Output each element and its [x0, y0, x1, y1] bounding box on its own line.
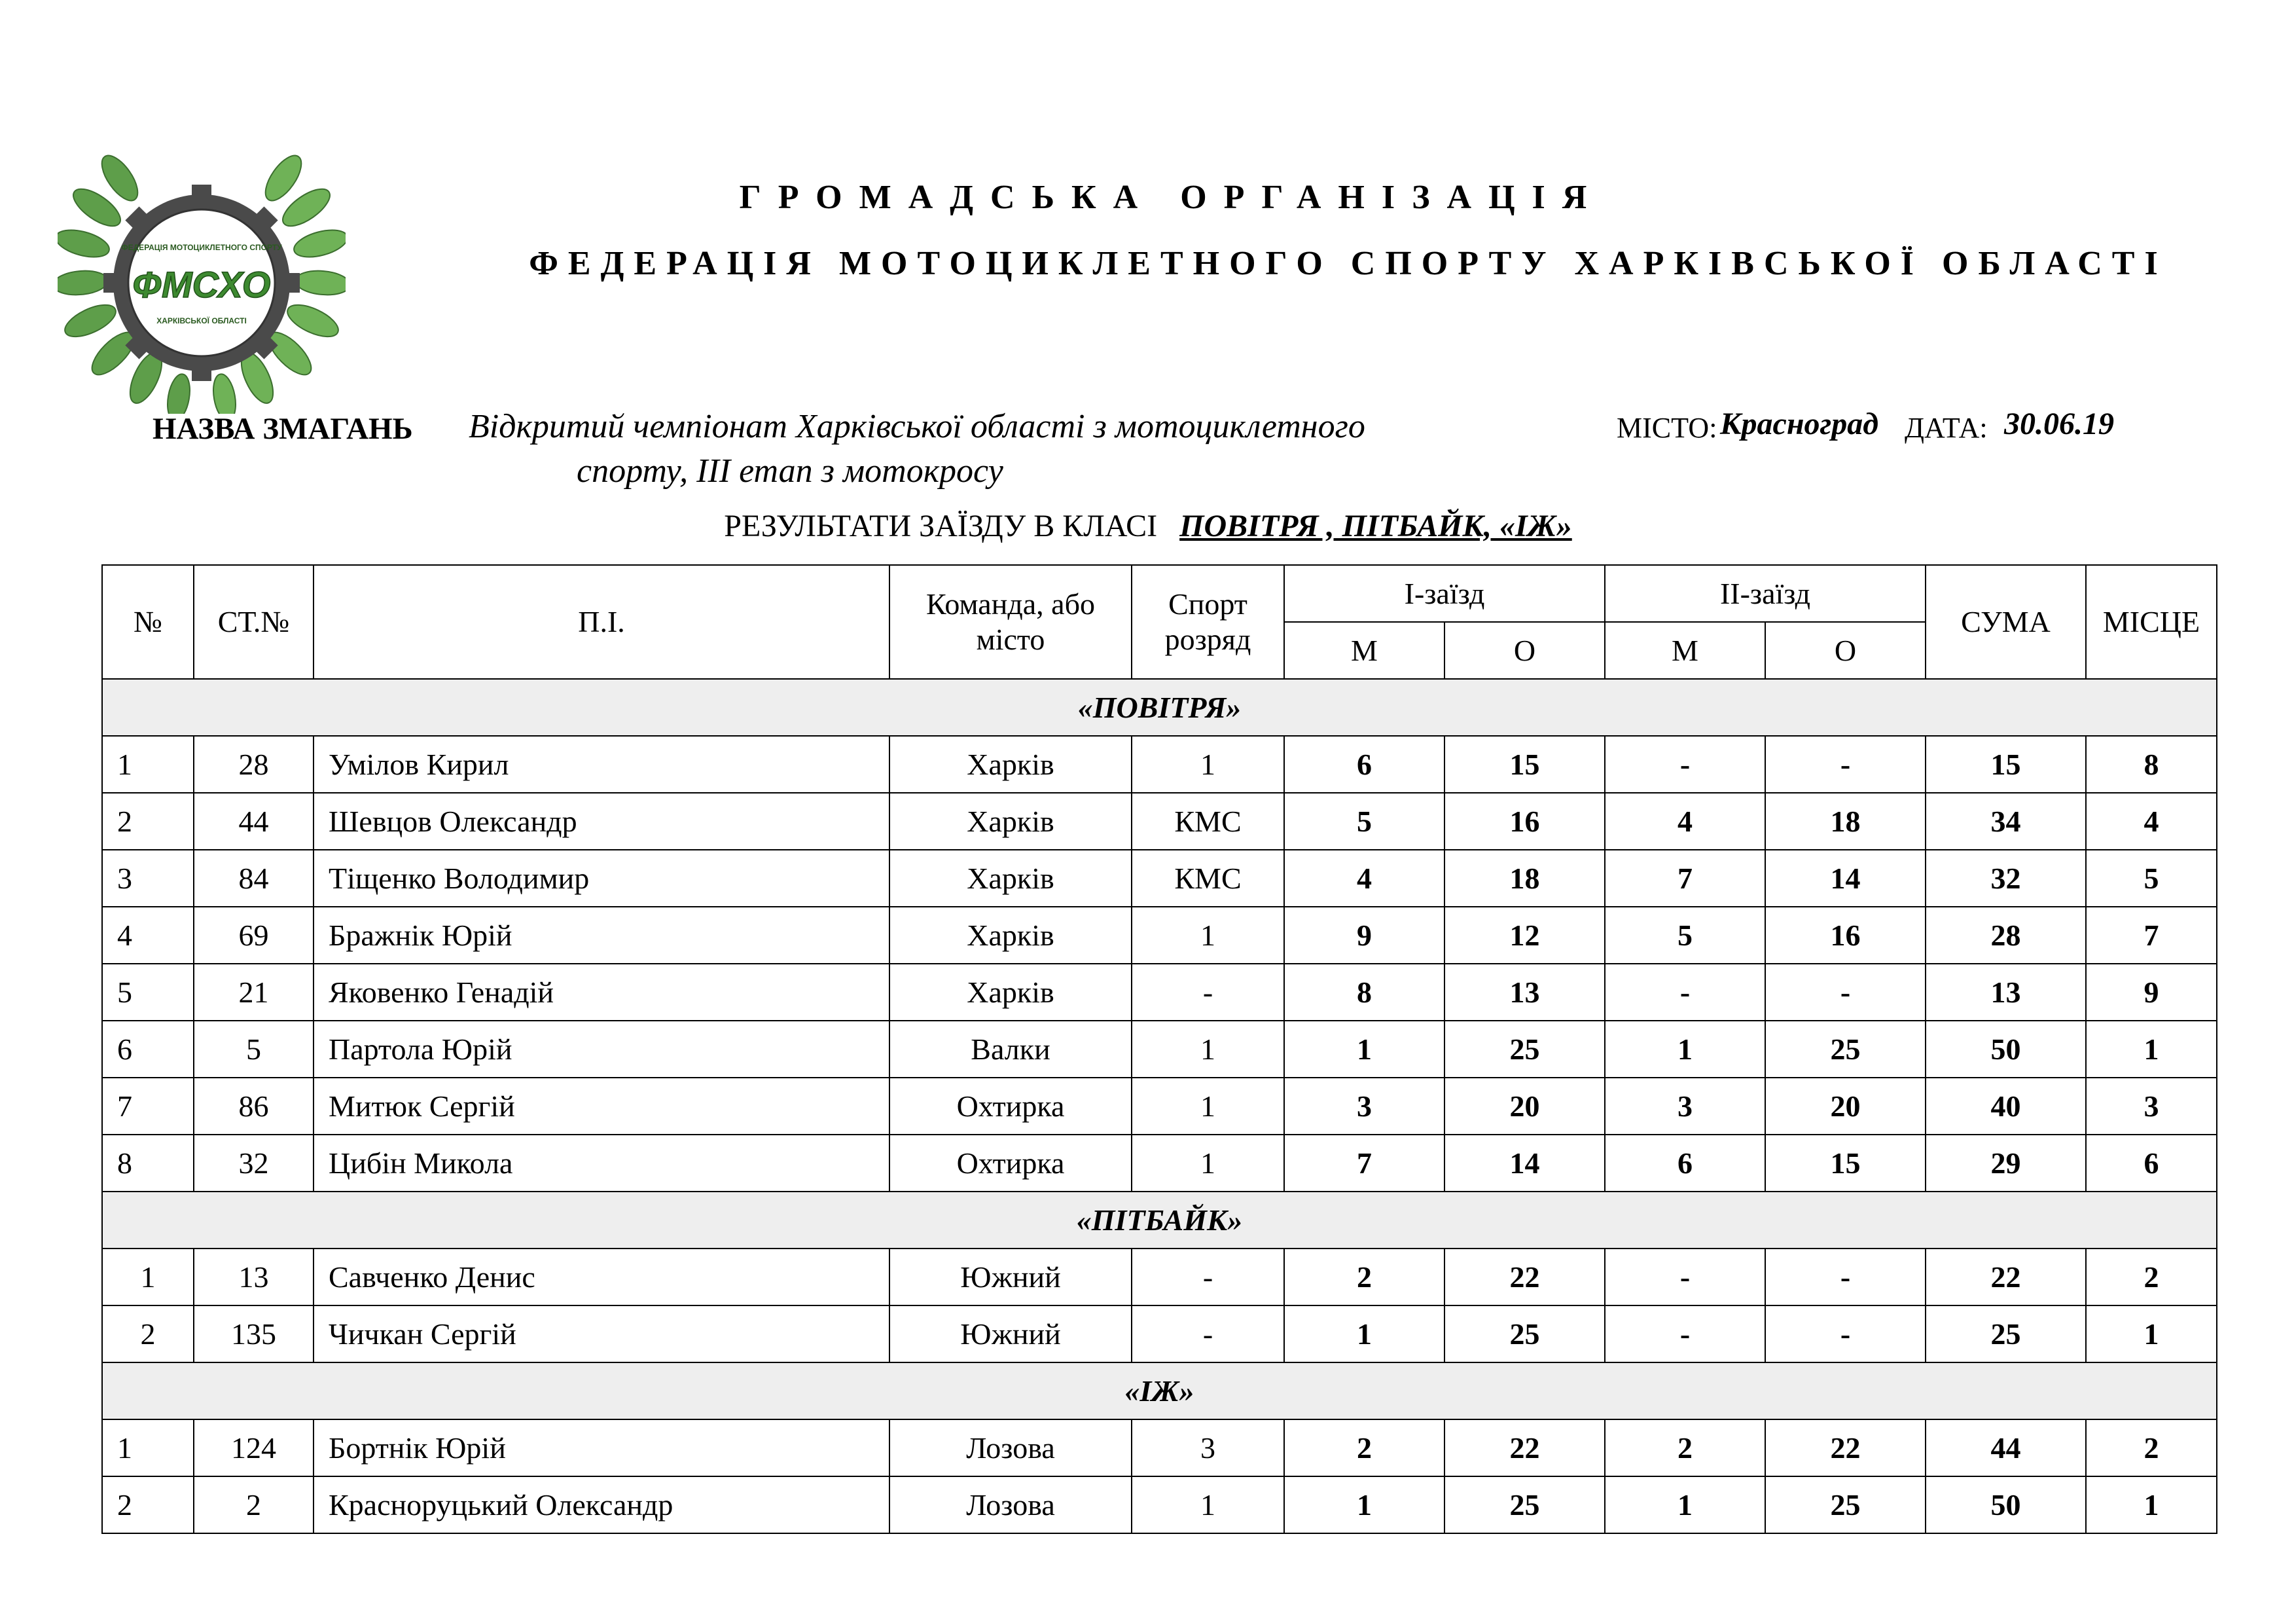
cell-start-num: 69 — [194, 907, 314, 964]
cell-race2-o: 25 — [1765, 1476, 1926, 1533]
group-title: «ПОВІТРЯ» — [102, 679, 2217, 736]
group-title: «ІЖ» — [102, 1362, 2217, 1419]
city-value: Красноград — [1720, 407, 1879, 441]
cell-num: 3 — [102, 850, 194, 907]
table-row — [102, 793, 2217, 850]
competition-name — [469, 405, 1529, 494]
cell-start-num: 84 — [194, 850, 314, 907]
cell-sum: 13 — [1926, 964, 2086, 1021]
cell-sum: 28 — [1926, 907, 2086, 964]
cell-race2-m: 4 — [1605, 793, 1765, 850]
cell-team: Южний — [889, 1249, 1132, 1305]
cell-team: Харків — [889, 793, 1132, 850]
cell-sum: 22 — [1926, 1249, 2086, 1305]
cell-sum: 15 — [1926, 736, 2086, 793]
competition-name-line1: Відкритий чемпіонат Харківської області з мотоциклетного — [469, 408, 1365, 445]
group-row — [102, 1362, 2217, 1419]
cell-race1-m: 1 — [1284, 1305, 1444, 1362]
cell-name: Партола Юрій — [314, 1021, 889, 1078]
cell-race2-m: - — [1605, 964, 1765, 1021]
cell-place: 2 — [2086, 1419, 2217, 1476]
cell-sum: 50 — [1926, 1021, 2086, 1078]
org-title-line2: ФЕДЕРАЦІЯ МОТОЦИКЛЕТНОГО СПОРТУ ХАРКІВСЬКОЇ ОБЛАСТІ — [529, 245, 2168, 282]
cell-place: 5 — [2086, 850, 2217, 907]
cell-place: 9 — [2086, 964, 2217, 1021]
cell-race2-o: 18 — [1765, 793, 1926, 850]
cell-race2-o: 20 — [1765, 1078, 1926, 1135]
cell-race1-m: 5 — [1284, 793, 1444, 850]
table-row — [102, 1305, 2217, 1362]
cell-sum: 50 — [1926, 1476, 2086, 1533]
cell-num: 5 — [102, 964, 194, 1021]
cell-name: Митюк Сергій — [314, 1078, 889, 1135]
cell-race1-o: 13 — [1444, 964, 1605, 1021]
cell-race1-m: 6 — [1284, 736, 1444, 793]
cell-race1-o: 15 — [1444, 736, 1605, 793]
cell-race2-m: 1 — [1605, 1476, 1765, 1533]
cell-race1-o: 16 — [1444, 793, 1605, 850]
cell-sum: 29 — [1926, 1135, 2086, 1192]
cell-race1-m: 2 — [1284, 1249, 1444, 1305]
table-row — [102, 907, 2217, 964]
cell-place: 2 — [2086, 1249, 2217, 1305]
cell-sum: 32 — [1926, 850, 2086, 907]
header-rank: Спорт розряд — [1132, 565, 1284, 679]
cell-rank: - — [1132, 1249, 1284, 1305]
cell-race2-m: - — [1605, 736, 1765, 793]
cell-race1-m: 9 — [1284, 907, 1444, 964]
cell-race1-o: 12 — [1444, 907, 1605, 964]
group-row — [102, 679, 2217, 736]
cell-rank: КМС — [1132, 793, 1284, 850]
cell-start-num: 28 — [194, 736, 314, 793]
header-team: Команда, або місто — [889, 565, 1132, 679]
cell-race2-m: 5 — [1605, 907, 1765, 964]
cell-race1-o: 25 — [1444, 1021, 1605, 1078]
cell-team: Харків — [889, 850, 1132, 907]
cell-name: Яковенко Генадій — [314, 964, 889, 1021]
cell-race1-m: 4 — [1284, 850, 1444, 907]
cell-race2-m: 7 — [1605, 850, 1765, 907]
cell-name: Тіщенко Володимир — [314, 850, 889, 907]
cell-name: Бортнік Юрій — [314, 1419, 889, 1476]
header-place: МІСЦЕ — [2086, 565, 2217, 679]
cell-race1-m: 1 — [1284, 1476, 1444, 1533]
table-row — [102, 1078, 2217, 1135]
cell-race1-o: 20 — [1444, 1078, 1605, 1135]
table-row — [102, 1135, 2217, 1192]
cell-num: 1 — [102, 1249, 194, 1305]
cell-race2-m: 1 — [1605, 1021, 1765, 1078]
cell-num: 7 — [102, 1078, 194, 1135]
cell-place: 7 — [2086, 907, 2217, 964]
header-num: № — [102, 565, 194, 679]
table-row — [102, 1476, 2217, 1533]
cell-race1-o: 22 — [1444, 1249, 1605, 1305]
table-row — [102, 736, 2217, 793]
table-row — [102, 964, 2217, 1021]
cell-race2-o: - — [1765, 1305, 1926, 1362]
cell-start-num: 5 — [194, 1021, 314, 1078]
cell-race2-o: 14 — [1765, 850, 1926, 907]
cell-race1-o: 25 — [1444, 1476, 1605, 1533]
cell-name: Бражнік Юрій — [314, 907, 889, 964]
cell-start-num: 21 — [194, 964, 314, 1021]
cell-race1-m: 8 — [1284, 964, 1444, 1021]
cell-rank: 1 — [1132, 1078, 1284, 1135]
logo-bottom-text: ХАРКІВСЬКОЇ ОБЛАСТІ — [156, 316, 247, 325]
cell-rank: - — [1132, 964, 1284, 1021]
cell-team: Валки — [889, 1021, 1132, 1078]
cell-race2-o: 15 — [1765, 1135, 1926, 1192]
cell-place: 1 — [2086, 1021, 2217, 1078]
group-row — [102, 1192, 2217, 1249]
cell-start-num: 2 — [194, 1476, 314, 1533]
header-race1-o: О — [1444, 622, 1605, 679]
cell-team: Харків — [889, 907, 1132, 964]
table-row — [102, 850, 2217, 907]
cell-sum: 25 — [1926, 1305, 2086, 1362]
cell-race2-m: - — [1605, 1249, 1765, 1305]
logo-main-text: ФМСХО — [132, 264, 271, 305]
city-label: МІСТО: — [1617, 412, 1717, 444]
cell-start-num: 86 — [194, 1078, 314, 1135]
cell-rank: 1 — [1132, 1476, 1284, 1533]
header-start-num: СТ.№ — [194, 565, 314, 679]
cell-race1-m: 1 — [1284, 1021, 1444, 1078]
cell-team: Харків — [889, 736, 1132, 793]
cell-sum: 34 — [1926, 793, 2086, 850]
cell-place: 1 — [2086, 1476, 2217, 1533]
cell-num: 6 — [102, 1021, 194, 1078]
cell-race1-m: 2 — [1284, 1419, 1444, 1476]
cell-rank: 1 — [1132, 736, 1284, 793]
cell-num: 2 — [102, 793, 194, 850]
cell-num: 1 — [102, 1419, 194, 1476]
results-title — [0, 508, 2296, 544]
cell-race1-o: 14 — [1444, 1135, 1605, 1192]
cell-name: Шевцов Олександр — [314, 793, 889, 850]
cell-start-num: 135 — [194, 1305, 314, 1362]
cell-race2-o: - — [1765, 964, 1926, 1021]
federation-logo — [58, 152, 346, 414]
header-race2-m: М — [1605, 622, 1765, 679]
cell-start-num: 44 — [194, 793, 314, 850]
results-table — [101, 564, 2217, 1534]
cell-name: Чичкан Сергій — [314, 1305, 889, 1362]
cell-rank: - — [1132, 1305, 1284, 1362]
cell-team: Охтирка — [889, 1135, 1132, 1192]
cell-rank: 1 — [1132, 907, 1284, 964]
cell-start-num: 124 — [194, 1419, 314, 1476]
header-race2: ІІ-заїзд — [1605, 565, 1926, 622]
header-race2-o: О — [1765, 622, 1926, 679]
cell-place: 6 — [2086, 1135, 2217, 1192]
cell-race2-o: - — [1765, 1249, 1926, 1305]
cell-team: Южний — [889, 1305, 1132, 1362]
cell-race1-m: 7 — [1284, 1135, 1444, 1192]
cell-team: Охтирка — [889, 1078, 1132, 1135]
cell-start-num: 13 — [194, 1249, 314, 1305]
cell-place: 4 — [2086, 793, 2217, 850]
cell-name: Савченко Денис — [314, 1249, 889, 1305]
header-race1-m: М — [1284, 622, 1444, 679]
header-sum: СУМА — [1926, 565, 2086, 679]
org-title-line1: ГРОМАДСЬКА ОРГАНІЗАЦІЯ — [739, 179, 1604, 216]
cell-place: 8 — [2086, 736, 2217, 793]
cell-num: 2 — [102, 1305, 194, 1362]
cell-race1-m: 3 — [1284, 1078, 1444, 1135]
cell-num: 8 — [102, 1135, 194, 1192]
cell-race2-m: 3 — [1605, 1078, 1765, 1135]
cell-name: Красноруцький Олександр — [314, 1476, 889, 1533]
cell-rank: 1 — [1132, 1021, 1284, 1078]
cell-race2-o: - — [1765, 736, 1926, 793]
cell-place: 1 — [2086, 1305, 2217, 1362]
table-row — [102, 1249, 2217, 1305]
cell-name: Цибін Микола — [314, 1135, 889, 1192]
cell-rank: 1 — [1132, 1135, 1284, 1192]
header-race1: І-заїзд — [1284, 565, 1605, 622]
cell-num: 4 — [102, 907, 194, 964]
cell-num: 1 — [102, 736, 194, 793]
cell-sum: 44 — [1926, 1419, 2086, 1476]
cell-sum: 40 — [1926, 1078, 2086, 1135]
group-title: «ПІТБАЙК» — [102, 1192, 2217, 1249]
logo-top-text: ФЕДЕРАЦІЯ МОТОЦИКЛЕТНОГО СПОРТУ — [121, 243, 282, 252]
table-row — [102, 1419, 2217, 1476]
competition-name-line2: спорту, ІІІ етап з мотокросу — [577, 452, 1003, 490]
header-name: П.І. — [314, 565, 889, 679]
cell-race2-m: 2 — [1605, 1419, 1765, 1476]
cell-race2-o: 16 — [1765, 907, 1926, 964]
cell-race2-m: 6 — [1605, 1135, 1765, 1192]
cell-place: 3 — [2086, 1078, 2217, 1135]
cell-rank: 3 — [1132, 1419, 1284, 1476]
cell-start-num: 32 — [194, 1135, 314, 1192]
cell-race2-o: 25 — [1765, 1021, 1926, 1078]
table-row — [102, 1021, 2217, 1078]
cell-name: Умілов Кирил — [314, 736, 889, 793]
cell-team: Лозова — [889, 1419, 1132, 1476]
results-body — [102, 679, 2217, 1533]
cell-race1-o: 18 — [1444, 850, 1605, 907]
cell-team: Лозова — [889, 1476, 1132, 1533]
date-value: 30.06.19 — [2004, 407, 2114, 441]
cell-race1-o: 25 — [1444, 1305, 1605, 1362]
cell-rank: КМС — [1132, 850, 1284, 907]
cell-race2-o: 22 — [1765, 1419, 1926, 1476]
competition-label: НАЗВА ЗМАГАНЬ — [152, 412, 413, 446]
cell-race1-o: 22 — [1444, 1419, 1605, 1476]
date-label: ДАТА: — [1905, 412, 1988, 444]
results-title-classes: ПОВІТРЯ , ПІТБАЙК, «ІЖ» — [1179, 509, 1572, 543]
results-title-prefix: РЕЗУЛЬТАТИ ЗАЇЗДУ В КЛАСІ — [724, 509, 1158, 543]
cell-team: Харків — [889, 964, 1132, 1021]
cell-race2-m: - — [1605, 1305, 1765, 1362]
cell-num: 2 — [102, 1476, 194, 1533]
